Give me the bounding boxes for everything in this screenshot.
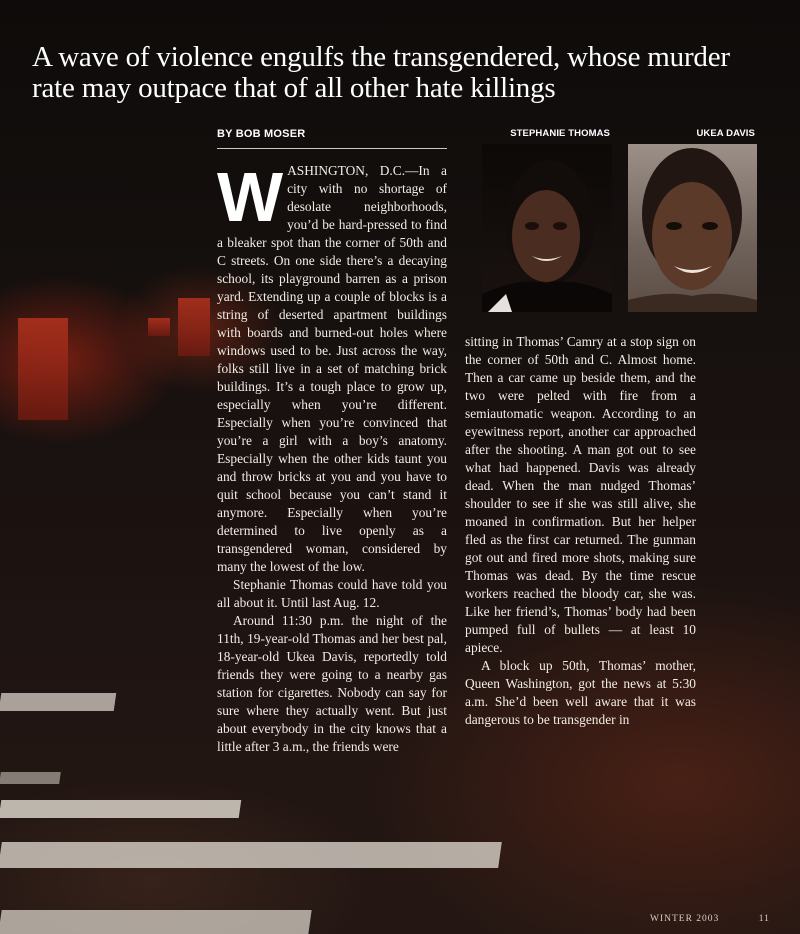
drop-cap: W bbox=[217, 158, 284, 236]
background-lit-window bbox=[18, 318, 68, 420]
crosswalk-stripe bbox=[0, 800, 241, 818]
issue-date: WINTER 2003 bbox=[650, 914, 720, 924]
crosswalk-stripe bbox=[0, 693, 116, 711]
portrait-illustration bbox=[482, 144, 612, 312]
photo-caption: UKEA DAVIS bbox=[696, 128, 755, 139]
article-column-right bbox=[465, 333, 696, 729]
byline: BY BOB MOSER bbox=[217, 128, 447, 149]
article-paragraph: sitting in Thomas’ Camry at a stop sign on the corner of 50th and C. Almost home. Then a car came up beside them, and the two were pelted with fire from a semiautomatic weapon. According to an eyewitness report, another car approached after the shooting. A man got out to see what had happened. Davis was already dead. When the man nudged Thomas’ shoulder to see if she was still alive, she moaned in confirmation. But her helper fled as the first car returned. The gunman got out and fired more shots, making sure Thomas was dead. By the time rescue workers reached the bloody car, she was. Like her friend’s, Thomas’ body had been pumped full of bullets — at least 10 apiece. bbox=[465, 334, 696, 655]
article-column-left bbox=[217, 158, 447, 756]
crosswalk-stripe bbox=[0, 910, 312, 934]
portrait-illustration bbox=[628, 144, 757, 312]
background-lit-window bbox=[178, 298, 210, 356]
photo-stephanie-thomas bbox=[482, 128, 612, 312]
page-number: 11 bbox=[758, 914, 770, 924]
headline: A wave of violence engulfs the transgendered, whose murder rate may outpace that of all other hate killings bbox=[32, 41, 730, 104]
portrait-image bbox=[628, 144, 757, 312]
article-paragraph: Around 11:30 p.m. the night of the 11th, 19-year-old Thomas and her best pal, 18-year-old Ukea Davis, reportedly told friends they were going to a nearby gas station for cigarettes. Nobody can say for sure where they actually went. But just about everybody in the city knows that a little after 3 a.m., the friends were bbox=[217, 613, 447, 754]
photo-ukea-davis bbox=[628, 128, 757, 312]
crosswalk-stripe bbox=[0, 842, 502, 868]
paragraph-text: ASHINGTON, D.C.—In a city with no shortage of desolate neighborhoods, you’d be hard-pressed to find a bleaker spot than the corner of 50th and C streets. On one side there’s a decaying school, its playground barren as a prison yard. Extending up a couple of blocks is a string of deserted apartment buildings with boards and burned-out holes where windows used to be. Just across the way, folks still live in a set of matching brick buildings. It’s a tough place to grow up, especially when you’re different. Especially when you’re convinced that you’re a girl with a boy’s anatomy. Especially when the other kids taunt you and throw bricks at you and you have to quit school because you can’t stand it anymore. Especially when you’re determined to live openly as a transgendered woman, considered by many the lowest of the low. bbox=[217, 163, 447, 574]
portrait-image bbox=[482, 144, 612, 312]
background-lit-window bbox=[148, 318, 170, 336]
article-paragraph: Stephanie Thomas could have told you all about it. Until last Aug. 12. bbox=[217, 577, 447, 610]
photo-caption: STEPHANIE THOMAS bbox=[510, 128, 610, 139]
article-paragraph bbox=[217, 158, 447, 576]
article-paragraph: A block up 50th, Thomas’ mother, Queen Washington, got the news at 5:30 a.m. She’d been well aware that it was dangerous to be transgender in bbox=[465, 658, 696, 727]
crosswalk-stripe bbox=[0, 772, 61, 784]
page-footer bbox=[650, 914, 780, 924]
